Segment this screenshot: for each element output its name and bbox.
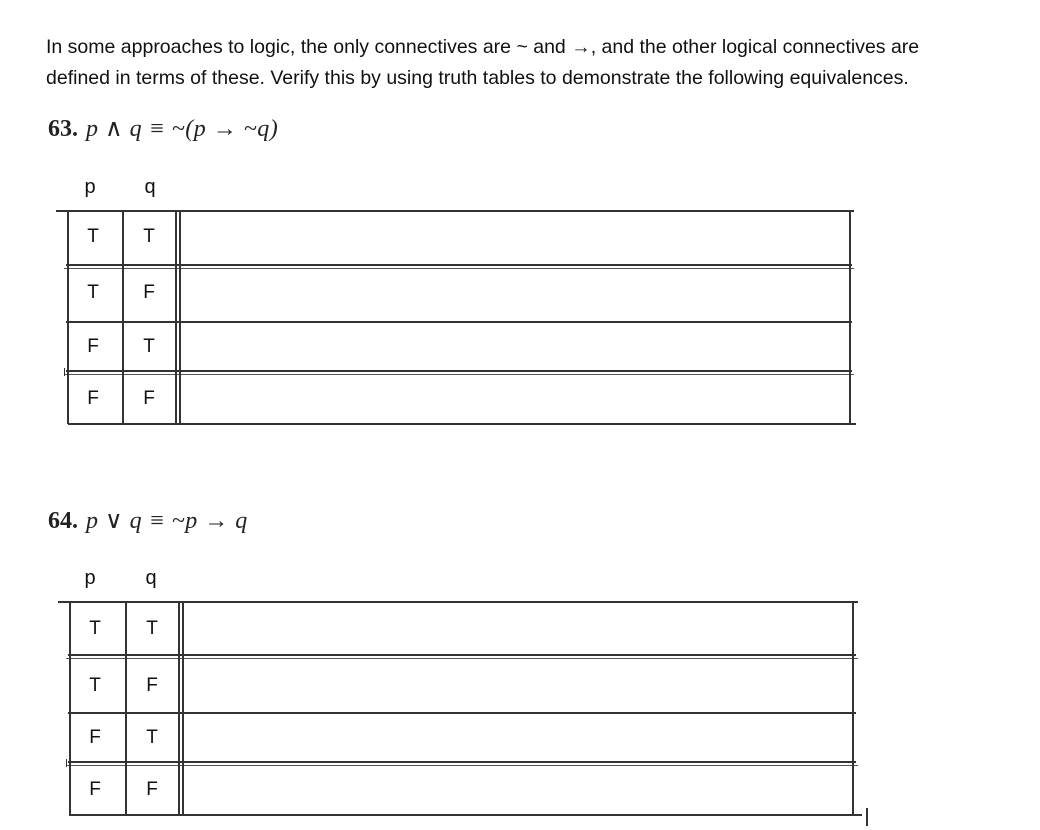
problem-63-title	[48, 114, 278, 143]
table-cell: T	[87, 282, 99, 303]
table-cell: T	[143, 226, 155, 247]
problem-number: 64.	[48, 508, 78, 534]
problem-number: 63.	[48, 116, 78, 142]
table-cell: F	[87, 336, 99, 357]
instructions	[46, 32, 1026, 94]
problem-expression: p ∨ q ≡ ~p → q	[86, 508, 248, 534]
problem-64-title	[48, 506, 248, 535]
column-header-q: q	[145, 567, 157, 589]
instructions-line-2: defined in terms of these. Verify this by using truth tables to demonstrate the following equivalences.	[46, 67, 909, 89]
table-cell: F	[143, 282, 155, 303]
table-cell: T	[87, 226, 99, 247]
table-cell: F	[87, 388, 99, 409]
table-cell: F	[89, 779, 101, 800]
column-header-p: p	[84, 176, 96, 198]
table-cell: T	[146, 727, 158, 748]
table-cell: T	[146, 618, 158, 639]
problem-expression: p ∧ q ≡ ~(p → ~q)	[86, 116, 279, 142]
instructions-line-1: In some approaches to logic, the only connectives are ~ and →, and the other logical connectives are	[46, 36, 920, 58]
table-cell: T	[89, 618, 101, 639]
column-header-p: p	[84, 567, 96, 589]
table-cell: T	[89, 675, 101, 696]
table-cell: F	[146, 779, 158, 800]
table-cell: T	[143, 336, 155, 357]
column-header-q: q	[144, 176, 156, 198]
table-cell: F	[146, 675, 158, 696]
table-cell: F	[89, 727, 101, 748]
table-cell: F	[143, 388, 155, 409]
